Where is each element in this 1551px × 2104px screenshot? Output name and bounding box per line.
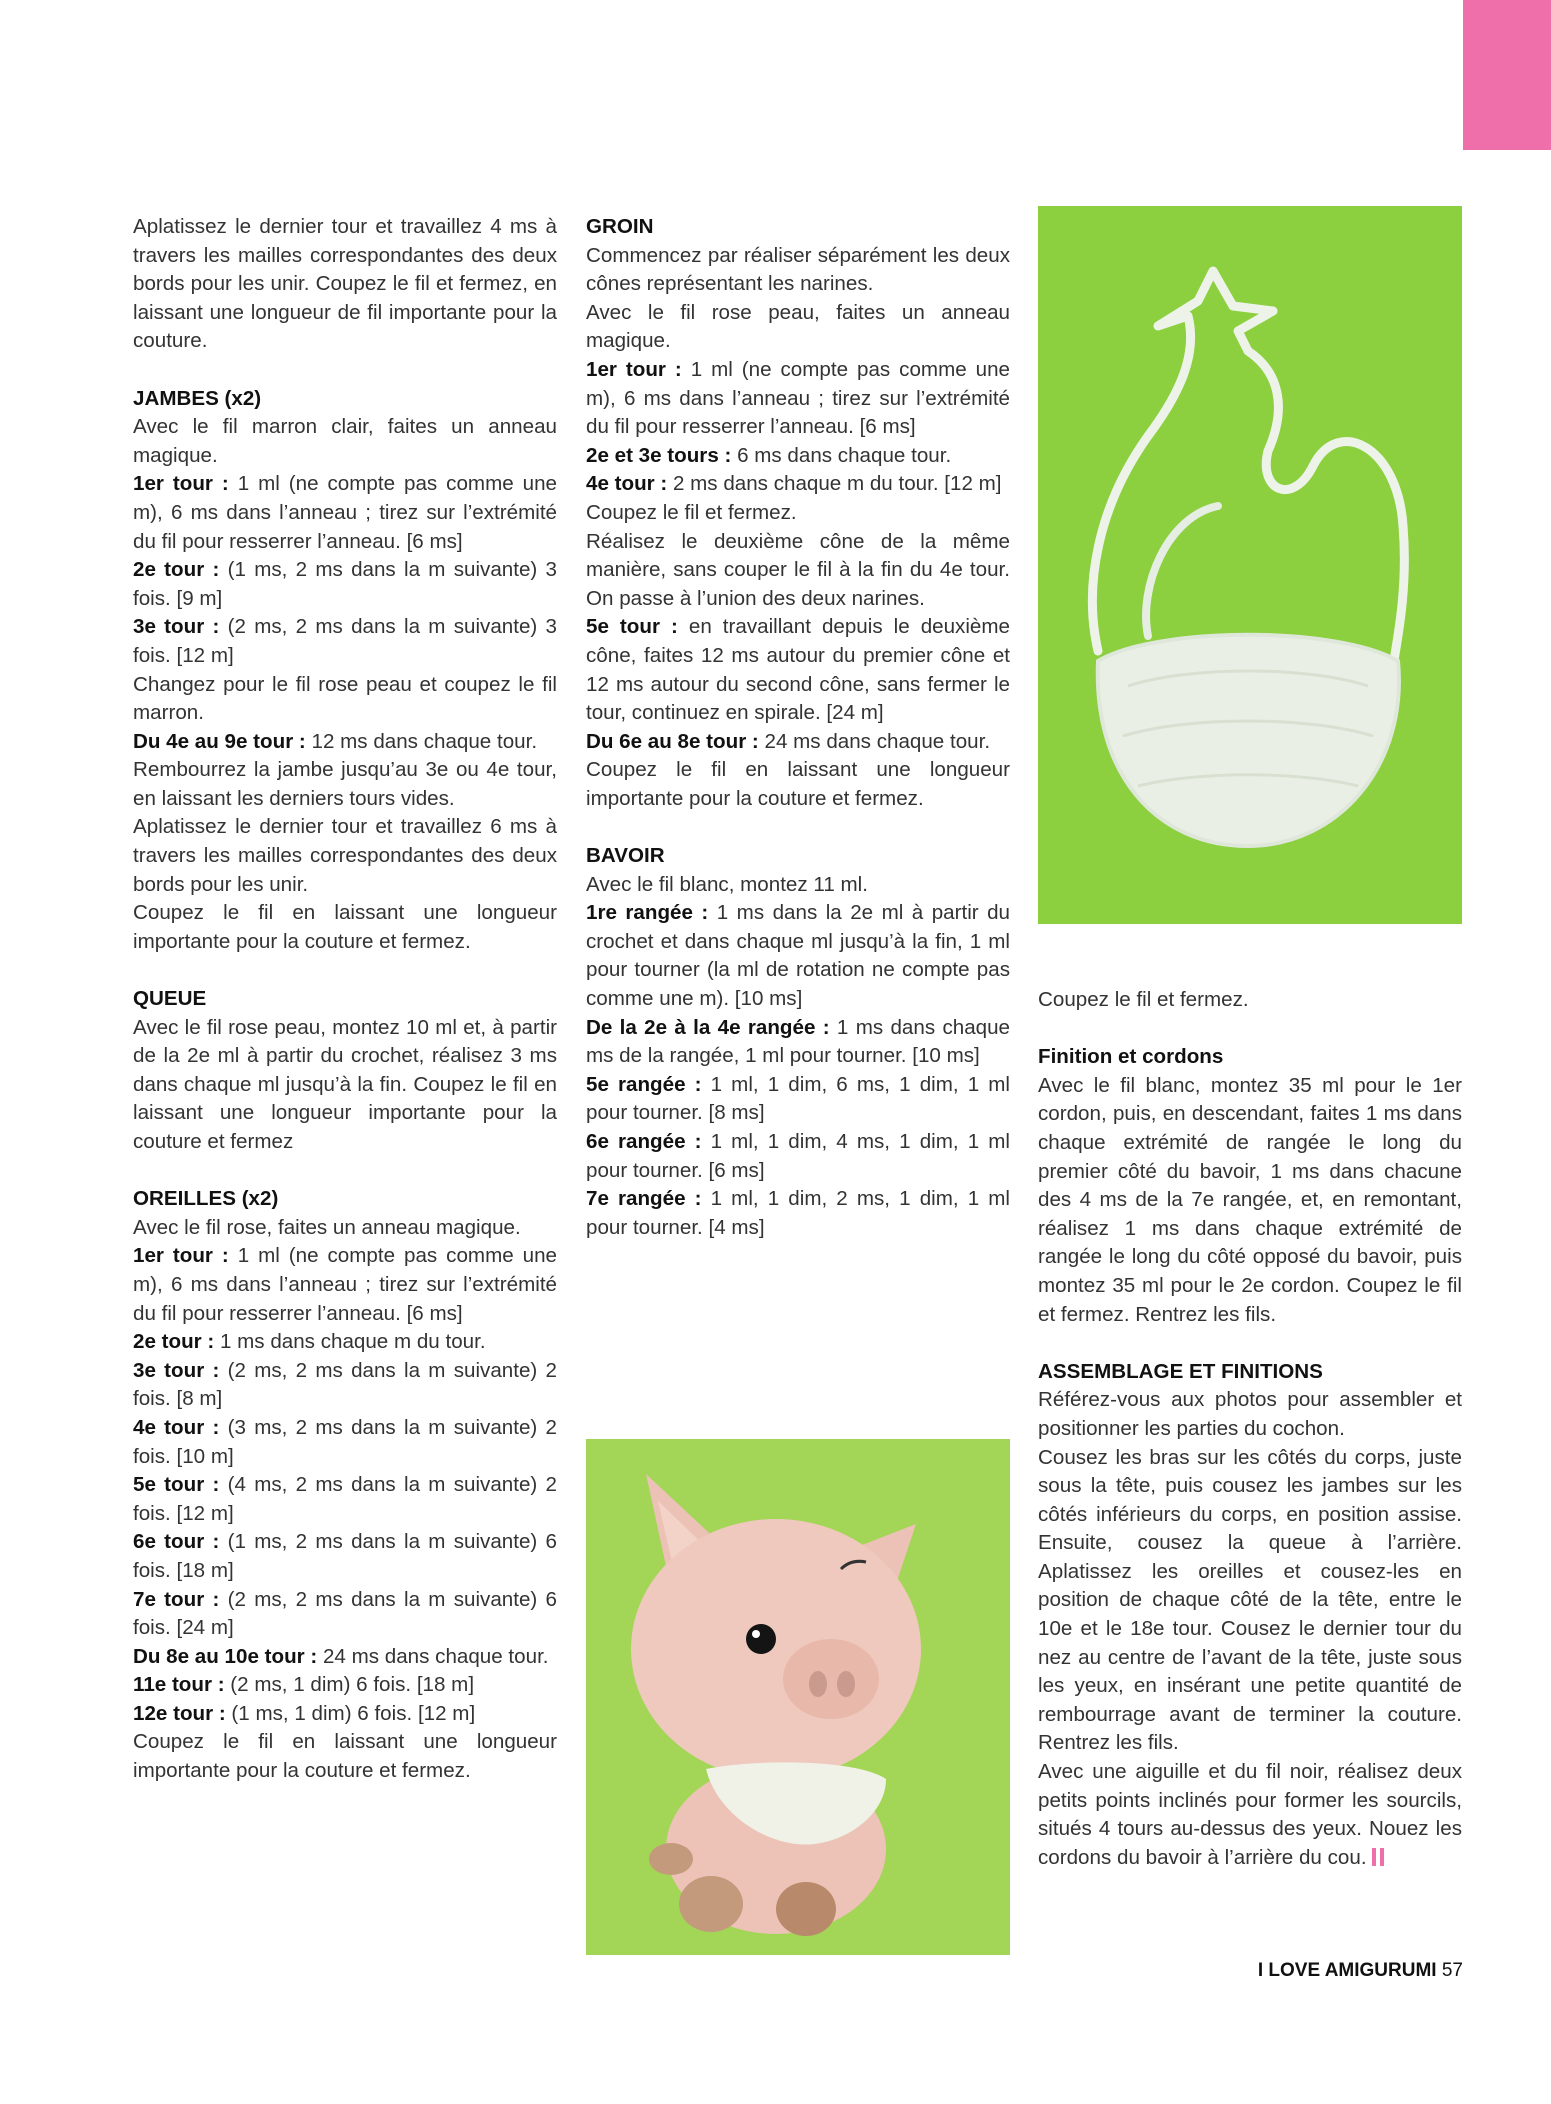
bib-photo: [1038, 206, 1462, 924]
bib-cut: Coupez le fil et fermez.: [1038, 988, 1249, 1011]
oreilles-round-12: 12e tour : (1 ms, 1 dim) 6 fois. [12 m]: [133, 1701, 476, 1725]
bavoir-row-2-4: De la 2e à la 4e rangée : 1 ms dans chaque ms de la rangée, 1 ml pour tourner. [10 ms]: [586, 1015, 1011, 1068]
oreilles-round-1: 1er tour : 1 ml (ne compte pas comme une m), 6 ms dans l’anneau ; tirez sur l’extrémité du fil pour resserrer l’anneau. [6 ms]: [133, 1244, 557, 1325]
crochet-bib-illustration: [1038, 206, 1462, 924]
assemblage-p3: Avec une aiguille et du fil noir, réalisez deux petits points inclinés pour former les sourcils, situés 4 tours au-dessus des yeux. Nouez les cordons du bavoir à l’arrière du cou.: [1038, 1760, 1462, 1869]
jambes-round-4-9: Du 4e au 9e tour : 12 ms dans chaque tour.: [133, 729, 538, 753]
end-of-article-icon: [1372, 1848, 1376, 1866]
oreilles-round-11: 11e tour : (2 ms, 1 dim) 6 fois. [18 m]: [133, 1673, 475, 1697]
assemblage-p2: Cousez les bras sur les côtés du corps, juste sous la tête, puis cousez les jambes sur les côtés inférieurs du corps, en position assise. Ensuite, cousez la queue à l’arrière. Aplatissez les oreilles et cousez-les en position de chaque côté de la tête, entre le 10e et le 18e tour. Cousez le dernier tour du nez au centre de l’avant de la tête, juste sous les yeux, en insérant une petite quantité de rembourrage avant de terminer la couture. Rentrez les fils.: [1038, 1445, 1462, 1755]
oreilles-round-2: 2e tour : 1 ms dans chaque m du tour.: [133, 1330, 486, 1354]
jambes-flatten: Aplatissez le dernier tour et travaillez 6 ms à travers les mailles correspondantes des deux bords pour les unir.: [133, 815, 557, 896]
groin-end: Coupez le fil en laissant une longueur importante pour la couture et fermez.: [586, 758, 1010, 810]
column-1: [133, 213, 557, 1786]
paragraph-flatten: Aplatissez le dernier tour et travaillez 4 ms à travers les mailles correspondantes des deux bords pour les unir. Coupez le fil et fermez, en laissant une longueur de fil importante pour la couture.: [133, 215, 557, 353]
oreilles-cut: Coupez le fil en laissant une longueur importante pour la couture et fermez.: [133, 1730, 557, 1783]
pig-amigurumi-photo: [586, 1439, 1010, 1955]
page-footer: [1258, 1960, 1463, 1982]
heading-oreilles: OREILLES (x2): [133, 1187, 279, 1211]
jambes-change: Changez pour le fil rose peau et coupez le fil marron.: [133, 672, 557, 725]
heading-groin: GROIN: [586, 215, 654, 238]
heading-finition: Finition et cordons: [1038, 1045, 1224, 1069]
oreilles-round-5: 5e tour : (4 ms, 2 ms dans la m suivante) 2 fois. [12 m]: [133, 1473, 557, 1525]
pink-edge-tab: [1463, 0, 1551, 150]
groin-round-4: 4e tour : 2 ms dans chaque m du tour. [12 m]: [586, 472, 1002, 496]
heading-assemblage: ASSEMBLAGE ET FINITIONS: [1038, 1359, 1323, 1383]
oreilles-round-4: 4e tour : (3 ms, 2 ms dans la m suivante) 2 fois. [10 m]: [133, 1415, 557, 1468]
oreilles-round-8-10: Du 8e au 10e tour : 24 ms dans chaque tour.: [133, 1644, 549, 1668]
heading-bavoir: BAVOIR: [586, 844, 665, 868]
bavoir-row-7: 7e rangée : 1 ml, 1 dim, 2 ms, 1 dim, 1 ml pour tourner. [4 ms]: [586, 1187, 1010, 1239]
oreilles-round-3: 3e tour : (2 ms, 2 ms dans la m suivante) 2 fois. [8 m]: [133, 1358, 557, 1411]
pig-amigurumi-illustration: [586, 1439, 1010, 1955]
bavoir-row-5: 5e rangée : 1 ml, 1 dim, 6 ms, 1 dim, 1 ml pour tourner. [8 ms]: [586, 1072, 1010, 1125]
jambes-intro: Avec le fil marron clair, faites un anneau magique.: [133, 415, 557, 467]
jambes-round-2: 2e tour : (1 ms, 2 ms dans la m suivante) 3 fois. [9 m]: [133, 558, 557, 610]
groin-second-cone: Réalisez le deuxième cône de la même manière, sans couper le fil à la fin du 4e tour. On passe à l’union des deux narines.: [586, 529, 1010, 610]
groin-intro: Commencez par réaliser séparément les deux cônes représentant les narines.: [586, 243, 1010, 296]
magazine-title: I LOVE AMIGURUMI: [1257, 1960, 1437, 1981]
finition-text: Avec le fil blanc, montez 35 ml pour le 1er cordon, puis, en descendant, faites 1 ms dans chaque extrémité de rangée le long du premier côté du bavoir, 1 ms dans chacune des 4 ms de la 7e rangée, et, en remontant, réalisez 1 ms dans chaque extrémité de rangée le long du côté opposé du bavoir, puis montez 35 ml pour le 2e cordon. Coupez le fil et fermez. Rentrez les fils.: [1038, 1073, 1462, 1326]
groin-cut: Coupez le fil et fermez.: [586, 500, 797, 524]
jambes-round-1: 1er tour : 1 ml (ne compte pas comme une m), 6 ms dans l’anneau ; tirez sur l’extrémité du fil pour resserrer l’anneau. [6 ms]: [133, 472, 557, 553]
oreilles-intro: Avec le fil rose, faites un anneau magique.: [133, 1215, 521, 1239]
heading-queue: QUEUE: [133, 987, 207, 1011]
groin-round-1: 1er tour : 1 ml (ne compte pas comme une m), 6 ms dans l’anneau ; tirez sur l’extrémité du fil pour resserrer l’anneau. [6 ms]: [586, 357, 1010, 439]
bavoir-intro: Avec le fil blanc, montez 11 ml.: [586, 872, 868, 896]
oreilles-round-6: 6e tour : (1 ms, 2 ms dans la m suivante) 6 fois. [18 m]: [133, 1530, 557, 1582]
page-number: 57: [1441, 1960, 1463, 1981]
oreilles-round-7: 7e tour : (2 ms, 2 ms dans la m suivante) 6 fois. [24 m]: [133, 1587, 557, 1640]
assemblage-p1: Référez-vous aux photos pour assembler et positionner les parties du cochon.: [1038, 1388, 1462, 1440]
jambes-stuff: Rembourrez la jambe jusqu’au 3e ou 4e tour, en laissant les derniers tours vides.: [133, 758, 557, 810]
jambes-cut: Coupez le fil en laissant une longueur importante pour la couture et fermez.: [133, 901, 557, 953]
groin-round-2-3: 2e et 3e tours : 6 ms dans chaque tour.: [586, 443, 952, 467]
heading-jambes: JAMBES (x2): [133, 386, 262, 410]
groin-round-6-8: Du 6e au 8e tour : 24 ms dans chaque tour.: [586, 729, 991, 753]
bavoir-row-1: 1re rangée : 1 ms dans la 2e ml à partir du crochet et dans chaque ml jusqu’à la fin, 1 ml pour tourner (la ml de rotation ne compte pas comme une m). [10 ms]: [586, 901, 1011, 1011]
bavoir-row-6: 6e rangée : 1 ml, 1 dim, 4 ms, 1 dim, 1 ml pour tourner. [6 ms]: [586, 1130, 1010, 1182]
queue-text: Avec le fil rose peau, montez 10 ml et, à partir de la 2e ml à partir du crochet, réalisez 3 ms dans chaque ml jusqu’à la fin. Coupez le fil en laissant une longueur importante pour la couture et fermez: [133, 1015, 557, 1153]
jambes-round-3: 3e tour : (2 ms, 2 ms dans la m suivante) 3 fois. [12 m]: [133, 615, 557, 667]
column-2: [586, 213, 1010, 1242]
column-3: [1038, 986, 1462, 1872]
groin-yarn: Avec le fil rose peau, faites un anneau magique.: [586, 300, 1010, 353]
groin-round-5: 5e tour : en travaillant depuis le deuxième cône, faites 12 ms autour du premier cône et 12 ms autour du second cône, sans fermer le tour, continuez en spirale. [24 m]: [586, 615, 1010, 725]
